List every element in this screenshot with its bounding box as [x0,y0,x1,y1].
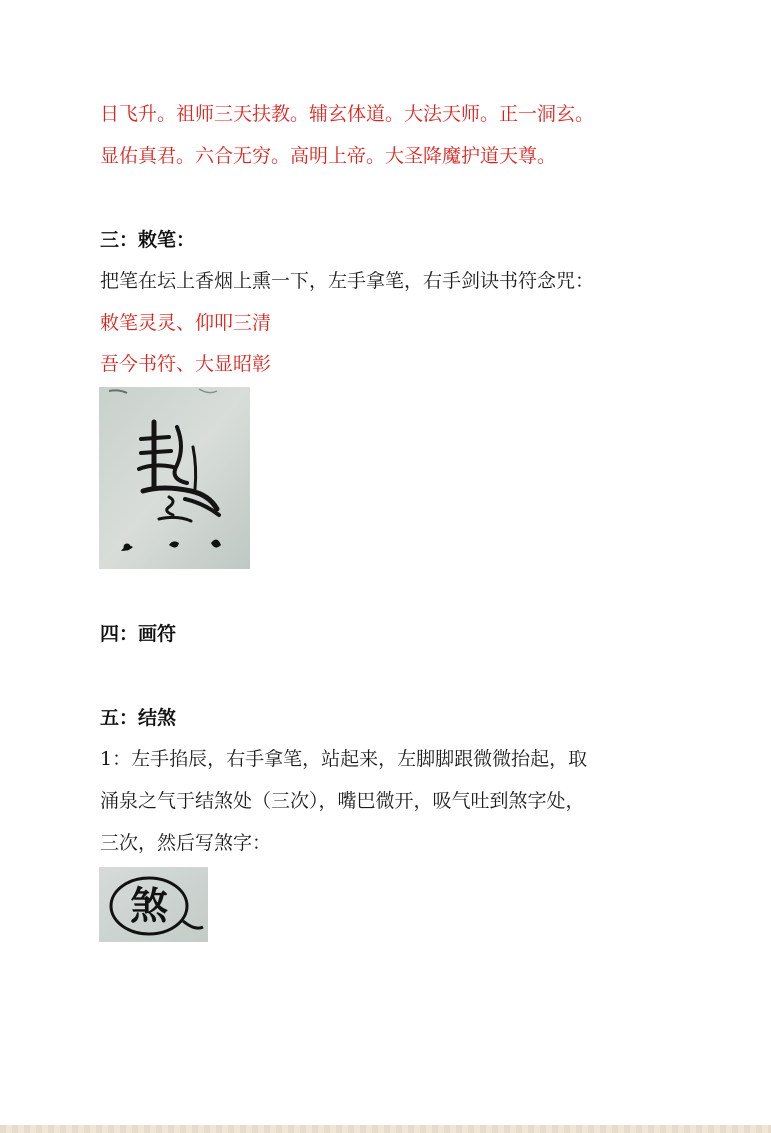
section-4-heading: 四：画符 [100,623,177,645]
prayer-line-2: 显佑真君。六合无穷。高明上帝。大圣降魔护道天尊。 [100,145,557,167]
section-3-heading: 三：敕笔： [100,229,196,251]
section-5-para-line-3: 三次，然后写煞字： [100,832,272,854]
section-5-heading: 五：结煞 [100,707,177,729]
section-5-para-line-1: 1：左手掐辰，右手拿笔，站起来，左脚脚跟微微抬起，取 [100,748,588,770]
chi-talisman-photo [99,387,250,569]
talisman-glyph-sha: 煞 [129,883,169,928]
section-3-instruction: 把笔在坛上香烟上熏一下，左手拿笔，右手剑诀书符念咒： [100,270,595,292]
chant-line-1: 敕笔灵灵、仰叩三清 [100,312,272,334]
section-5-para-line-2: 涌泉之气于结煞处（三次），嘴巴微开，吸气吐到煞字处， [100,790,585,812]
chant-line-2: 吾今书符、大显昭彰 [100,353,272,375]
prayer-line-1: 日飞升。祖师三天扶教。辅玄体道。大法天师。正一洞玄。 [100,103,595,125]
sha-talisman-photo [99,867,208,942]
page-bottom-edge [0,1125,771,1133]
